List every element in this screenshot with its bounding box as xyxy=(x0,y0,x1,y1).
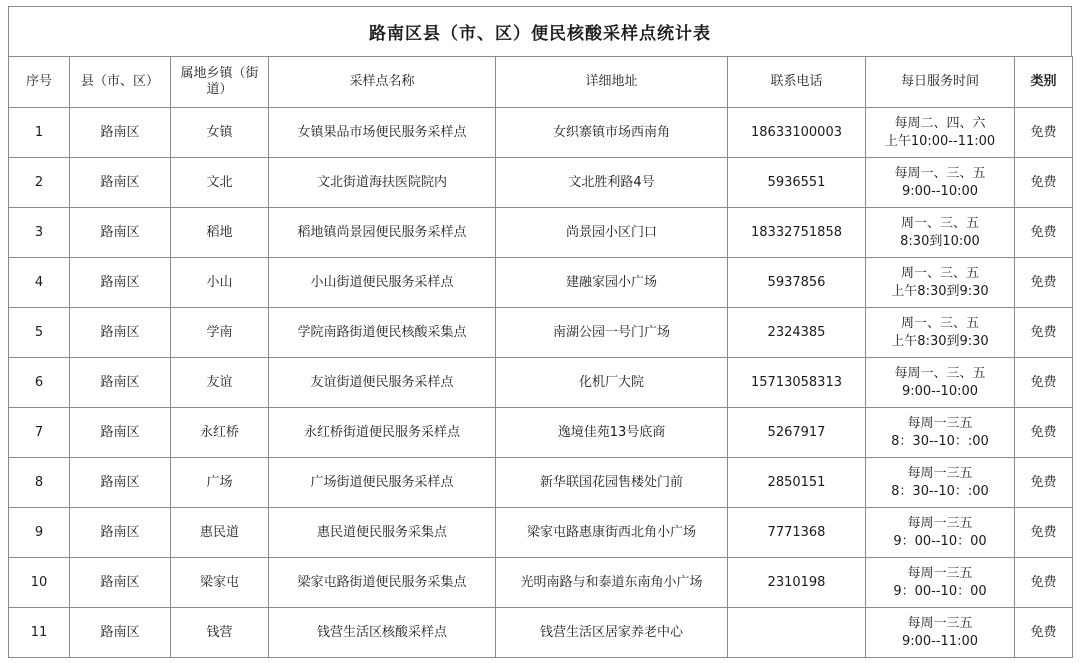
table-row xyxy=(9,308,1073,358)
cell-site-name: 文北街道海扶医院院内 xyxy=(269,158,496,208)
header-site: 采样点名称 xyxy=(269,57,496,108)
cell-county: 路南区 xyxy=(70,508,171,558)
cell-site-name: 友谊街道便民服务采样点 xyxy=(269,358,496,408)
cell-seq: 1 xyxy=(9,108,70,158)
cell-category: 免费 xyxy=(1015,208,1073,258)
cell-address: 梁家屯路惠康街西北角小广场 xyxy=(496,508,728,558)
cell-seq: 7 xyxy=(9,408,70,458)
cell-phone: 18332751858 xyxy=(728,208,866,258)
cell-service-hours xyxy=(866,308,1015,358)
service-hours-text: 周一、三、五 8:30到10:00 xyxy=(900,215,980,249)
cell-service-hours xyxy=(866,358,1015,408)
cell-site-name: 钱营生活区核酸采样点 xyxy=(269,608,496,658)
header-town-label: 属地乡镇（街 道） xyxy=(180,65,259,97)
cell-seq: 4 xyxy=(9,258,70,308)
cell-site-name: 永红桥街道便民服务采样点 xyxy=(269,408,496,458)
cell-address: 尚景园小区门口 xyxy=(496,208,728,258)
table-header-row xyxy=(9,57,1073,108)
cell-town: 学南 xyxy=(171,308,269,358)
cell-seq: 10 xyxy=(9,558,70,608)
cell-town: 女镇 xyxy=(171,108,269,158)
cell-town: 惠民道 xyxy=(171,508,269,558)
cell-phone: 5936551 xyxy=(728,158,866,208)
cell-address: 钱营生活区居家养老中心 xyxy=(496,608,728,658)
cell-town: 稻地 xyxy=(171,208,269,258)
cell-phone: 5937856 xyxy=(728,258,866,308)
cell-site-name: 小山街道便民服务采样点 xyxy=(269,258,496,308)
cell-category: 免费 xyxy=(1015,408,1073,458)
cell-town: 永红桥 xyxy=(171,408,269,458)
table-row xyxy=(9,558,1073,608)
cell-category: 免费 xyxy=(1015,108,1073,158)
service-hours-text: 周一、三、五 上午8:30到9:30 xyxy=(891,265,989,299)
cell-site-name: 稻地镇尚景园便民服务采样点 xyxy=(269,208,496,258)
cell-service-hours xyxy=(866,558,1015,608)
cell-town: 小山 xyxy=(171,258,269,308)
cell-seq: 8 xyxy=(9,458,70,508)
table-body xyxy=(9,108,1073,658)
cell-address: 建融家园小广场 xyxy=(496,258,728,308)
table-row xyxy=(9,408,1073,458)
cell-address: 新华联国花园售楼处门前 xyxy=(496,458,728,508)
cell-site-name: 女镇果品市场便民服务采样点 xyxy=(269,108,496,158)
cell-address: 逸境佳苑13号底商 xyxy=(496,408,728,458)
cell-county: 路南区 xyxy=(70,608,171,658)
service-hours-text: 每周一三五 9：00--10：00 xyxy=(893,565,987,599)
cell-town: 梁家屯 xyxy=(171,558,269,608)
cell-address: 光明南路与和泰道东南角小广场 xyxy=(496,558,728,608)
sampling-sites-table xyxy=(8,56,1073,658)
service-hours-text: 每周一、三、五 9:00--10:00 xyxy=(894,365,986,399)
header-address: 详细地址 xyxy=(496,57,728,108)
header-county: 县（市、区） xyxy=(70,57,171,108)
cell-town: 友谊 xyxy=(171,358,269,408)
cell-phone: 15713058313 xyxy=(728,358,866,408)
table-row xyxy=(9,458,1073,508)
cell-county: 路南区 xyxy=(70,258,171,308)
cell-site-name: 惠民道便民服务采集点 xyxy=(269,508,496,558)
service-hours-text: 每周二、四、六 上午10:00--11:00 xyxy=(884,115,996,149)
cell-service-hours xyxy=(866,608,1015,658)
table-row xyxy=(9,108,1073,158)
service-hours-text: 每周一三五 8：30--10：:00 xyxy=(891,415,989,449)
cell-seq: 9 xyxy=(9,508,70,558)
table-row xyxy=(9,358,1073,408)
cell-county: 路南区 xyxy=(70,358,171,408)
cell-seq: 11 xyxy=(9,608,70,658)
cell-category: 免费 xyxy=(1015,508,1073,558)
service-hours-text: 每周一三五 8：30--10：:00 xyxy=(891,465,989,499)
cell-category: 免费 xyxy=(1015,358,1073,408)
cell-category: 免费 xyxy=(1015,308,1073,358)
cell-town: 钱营 xyxy=(171,608,269,658)
cell-phone: 7771368 xyxy=(728,508,866,558)
cell-phone: 2310198 xyxy=(728,558,866,608)
document-title: 路南区县（市、区）便民核酸采样点统计表 xyxy=(8,6,1072,56)
cell-town: 文北 xyxy=(171,158,269,208)
service-hours-text: 周一、三、五 上午8:30到9:30 xyxy=(891,315,989,349)
table-row xyxy=(9,608,1073,658)
cell-county: 路南区 xyxy=(70,458,171,508)
cell-county: 路南区 xyxy=(70,108,171,158)
cell-service-hours xyxy=(866,108,1015,158)
table-row xyxy=(9,208,1073,258)
cell-category: 免费 xyxy=(1015,608,1073,658)
cell-service-hours xyxy=(866,258,1015,308)
cell-phone: 2850151 xyxy=(728,458,866,508)
cell-county: 路南区 xyxy=(70,408,171,458)
cell-service-hours xyxy=(866,158,1015,208)
cell-county: 路南区 xyxy=(70,208,171,258)
cell-site-name: 学院南路街道便民核酸采集点 xyxy=(269,308,496,358)
cell-phone: 5267917 xyxy=(728,408,866,458)
table-row xyxy=(9,158,1073,208)
cell-service-hours xyxy=(866,208,1015,258)
cell-phone: 2324385 xyxy=(728,308,866,358)
cell-address: 文北胜利路4号 xyxy=(496,158,728,208)
header-town xyxy=(171,57,269,108)
cell-category: 免费 xyxy=(1015,558,1073,608)
table-row xyxy=(9,258,1073,308)
table-row xyxy=(9,508,1073,558)
cell-address: 化机厂大院 xyxy=(496,358,728,408)
cell-service-hours xyxy=(866,458,1015,508)
cell-seq: 5 xyxy=(9,308,70,358)
cell-county: 路南区 xyxy=(70,158,171,208)
header-category: 类别 xyxy=(1015,57,1073,108)
cell-site-name: 梁家屯路街道便民服务采集点 xyxy=(269,558,496,608)
header-hours: 每日服务时间 xyxy=(866,57,1015,108)
cell-seq: 3 xyxy=(9,208,70,258)
header-seq: 序号 xyxy=(9,57,70,108)
cell-address: 南湖公园一号门广场 xyxy=(496,308,728,358)
cell-category: 免费 xyxy=(1015,258,1073,308)
service-hours-text: 每周一三五 9：00--10：00 xyxy=(893,515,987,549)
cell-phone xyxy=(728,608,866,658)
cell-category: 免费 xyxy=(1015,458,1073,508)
cell-town: 广场 xyxy=(171,458,269,508)
cell-phone: 18633100003 xyxy=(728,108,866,158)
cell-site-name: 广场街道便民服务采样点 xyxy=(269,458,496,508)
cell-seq: 2 xyxy=(9,158,70,208)
cell-category: 免费 xyxy=(1015,158,1073,208)
cell-county: 路南区 xyxy=(70,308,171,358)
header-phone: 联系电话 xyxy=(728,57,866,108)
cell-seq: 6 xyxy=(9,358,70,408)
service-hours-text: 每周一、三、五 9:00--10:00 xyxy=(894,165,986,199)
cell-service-hours xyxy=(866,408,1015,458)
cell-address: 女织寨镇市场西南角 xyxy=(496,108,728,158)
service-hours-text: 每周一三五 9:00--11:00 xyxy=(901,615,979,649)
cell-service-hours xyxy=(866,508,1015,558)
cell-county: 路南区 xyxy=(70,558,171,608)
